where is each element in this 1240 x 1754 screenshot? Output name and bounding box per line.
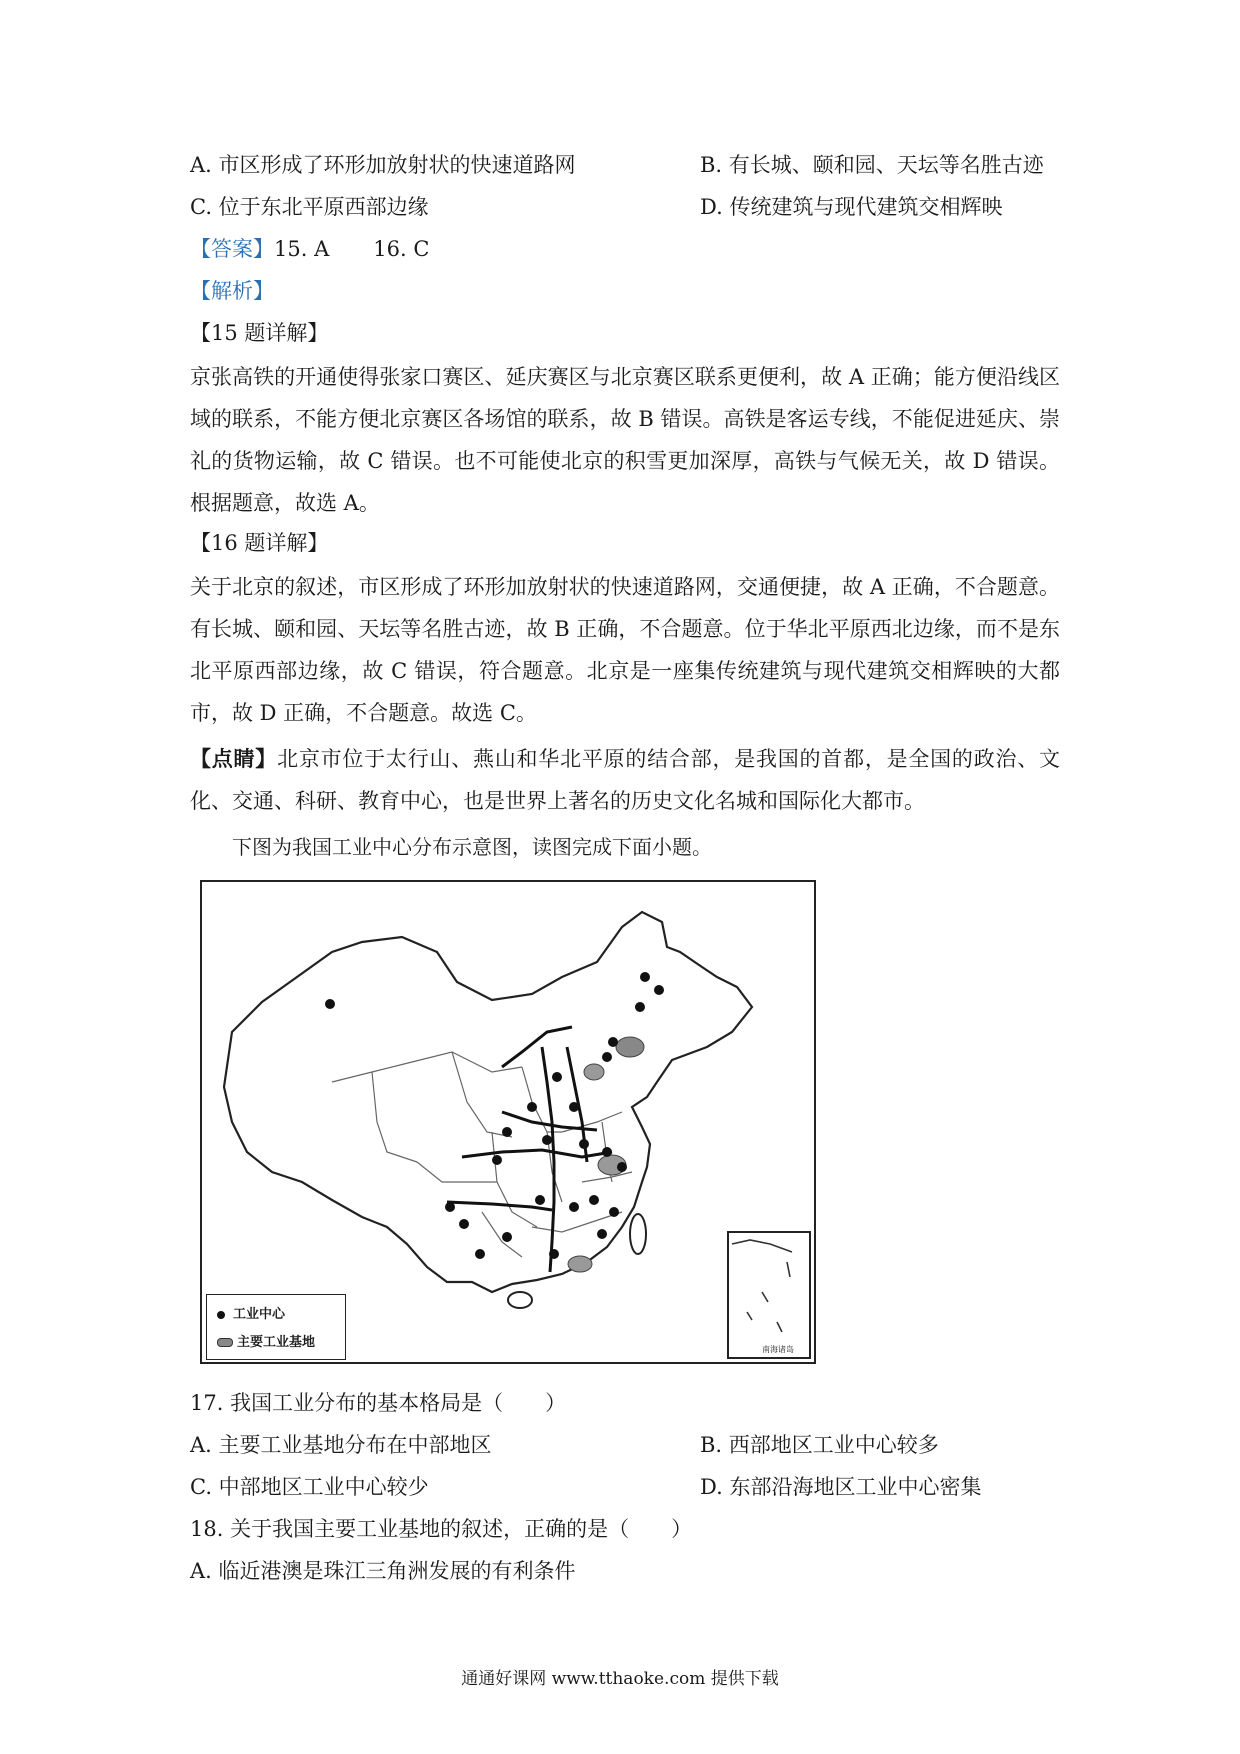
dianjing-label: 【点睛】 bbox=[190, 746, 278, 771]
inset-label: 南海诸岛 bbox=[762, 1345, 794, 1354]
industrial-center-dot bbox=[445, 1202, 455, 1212]
industrial-center-dot bbox=[602, 1052, 612, 1062]
industrial-center-dot bbox=[608, 1037, 618, 1047]
industrial-base-beijing-tianjin bbox=[584, 1064, 604, 1080]
industrial-center-dot bbox=[325, 999, 335, 1009]
q17-option-b: B. 西部地区工业中心较多 bbox=[700, 1433, 939, 1457]
answer-line bbox=[190, 234, 429, 264]
option-a-prev: A. 市区形成了环形加放射状的快速道路网 bbox=[190, 153, 576, 177]
industry-map bbox=[200, 880, 816, 1364]
option-d-prev: D. 传统建筑与现代建筑交相辉映 bbox=[700, 195, 1003, 219]
page-footer: 通通好课网 www.tthaoke.com 提供下载 bbox=[461, 1669, 779, 1689]
industrial-center-dot bbox=[635, 1002, 645, 1012]
industrial-center-dot bbox=[492, 1155, 502, 1165]
dianjing-text: 北京市位于太行山、燕山和华北平原的结合部，是我国的首都，是全国的政治、文化、交通、科研、教育中心，也是世界上著名的历史文化名城和国际化大都市。 bbox=[190, 747, 1060, 813]
hainan-island bbox=[508, 1292, 532, 1308]
option-b-prev: B. 有长城、颐和园、天坛等名胜古迹 bbox=[700, 153, 1044, 177]
legend-dot-icon bbox=[217, 1311, 225, 1319]
q17-option-c: C. 中部地区工业中心较少 bbox=[190, 1475, 429, 1499]
railway-lines bbox=[447, 1027, 612, 1272]
china-outline bbox=[224, 912, 752, 1292]
taiwan-island bbox=[630, 1214, 646, 1254]
legend-base-icon bbox=[217, 1338, 233, 1347]
industrial-center-dot bbox=[617, 1162, 627, 1172]
industrial-center-dot bbox=[602, 1147, 612, 1157]
option-c-prev: C. 位于东北平原西部边缘 bbox=[190, 195, 429, 219]
q17-option-a: A. 主要工业基地分布在中部地区 bbox=[190, 1433, 492, 1457]
legend-base-label: 主要工业基地 bbox=[237, 1335, 316, 1350]
industrial-center-dot bbox=[535, 1195, 545, 1205]
industrial-base-pearl bbox=[568, 1256, 592, 1272]
industrial-center-dot bbox=[542, 1135, 552, 1145]
industrial-base-liaoning bbox=[616, 1037, 644, 1057]
detail16-text: 关于北京的叙述，市区形成了环形加放射状的快速道路网，交通便捷，故 A 正确，不合题意。有长城、颐和园、天坛等名胜古迹，故 B 正确，不合题意。位于华北平原西北边缘，而不是东北平原西部边缘，故 C 错误，符合题意。北京是一座集传统建筑与现代建筑交相辉映的大都市，故 D 正确，不合题意。故选 C。 bbox=[190, 575, 1060, 725]
industrial-center-dot bbox=[459, 1219, 469, 1229]
industrial-center-dot bbox=[640, 972, 650, 982]
detail16-title: 【16 题详解】 bbox=[190, 531, 329, 555]
analysis-label: 【解析】 bbox=[190, 279, 274, 303]
q18-option-a: A. 临近港澳是珠江三角洲发展的有利条件 bbox=[190, 1559, 576, 1583]
map-legend bbox=[206, 1294, 346, 1360]
legend-row-base bbox=[217, 1331, 315, 1350]
china-map-drawing bbox=[202, 882, 814, 1362]
dianjing-paragraph bbox=[190, 738, 1060, 822]
industrial-center-dot bbox=[549, 1249, 559, 1259]
industrial-center-dot bbox=[589, 1195, 599, 1205]
industrial-center-dot bbox=[475, 1249, 485, 1259]
industrial-center-dot bbox=[654, 985, 664, 995]
south-sea-inset bbox=[728, 1232, 810, 1358]
q17-option-d: D. 东部沿海地区工业中心密集 bbox=[700, 1475, 982, 1499]
legend-row-center bbox=[217, 1303, 285, 1322]
q18-stem: 18. 关于我国主要工业基地的叙述，正确的是（ ） bbox=[190, 1517, 693, 1541]
answer-15: 15. A bbox=[274, 237, 330, 261]
industrial-center-dot bbox=[527, 1102, 537, 1112]
industrial-center-dot bbox=[597, 1229, 607, 1239]
q17-stem: 17. 我国工业分布的基本格局是（ ） bbox=[190, 1391, 567, 1415]
industrial-center-dot bbox=[502, 1127, 512, 1137]
legend-center-label: 工业中心 bbox=[233, 1307, 286, 1322]
detail15-text: 京张高铁的开通使得张家口赛区、延庆赛区与北京赛区联系更便利，故 A 正确；能方便沿线区域的联系，不能方便北京赛区各场馆的联系，故 B 错误。高铁是客运专线，不能促进延庆、崇礼的货物运输，故 C 错误。也不可能使北京的积雪更加深厚，高铁与气候无关，故 D 错误。根据题意，故选 A。 bbox=[190, 365, 1060, 515]
industrial-center-dot bbox=[502, 1232, 512, 1242]
industrial-center-dot bbox=[579, 1139, 589, 1149]
industrial-center-dot bbox=[552, 1072, 562, 1082]
detail15-title: 【15 题详解】 bbox=[190, 321, 329, 345]
answer-16: 16. C bbox=[373, 237, 430, 261]
map-intro: 下图为我国工业中心分布示意图，读图完成下面小题。 bbox=[232, 835, 712, 859]
industrial-center-dot bbox=[569, 1102, 579, 1112]
industrial-center-dot bbox=[569, 1202, 579, 1212]
answer-label: 【答案】 bbox=[190, 237, 274, 261]
industrial-center-dot bbox=[609, 1207, 619, 1217]
